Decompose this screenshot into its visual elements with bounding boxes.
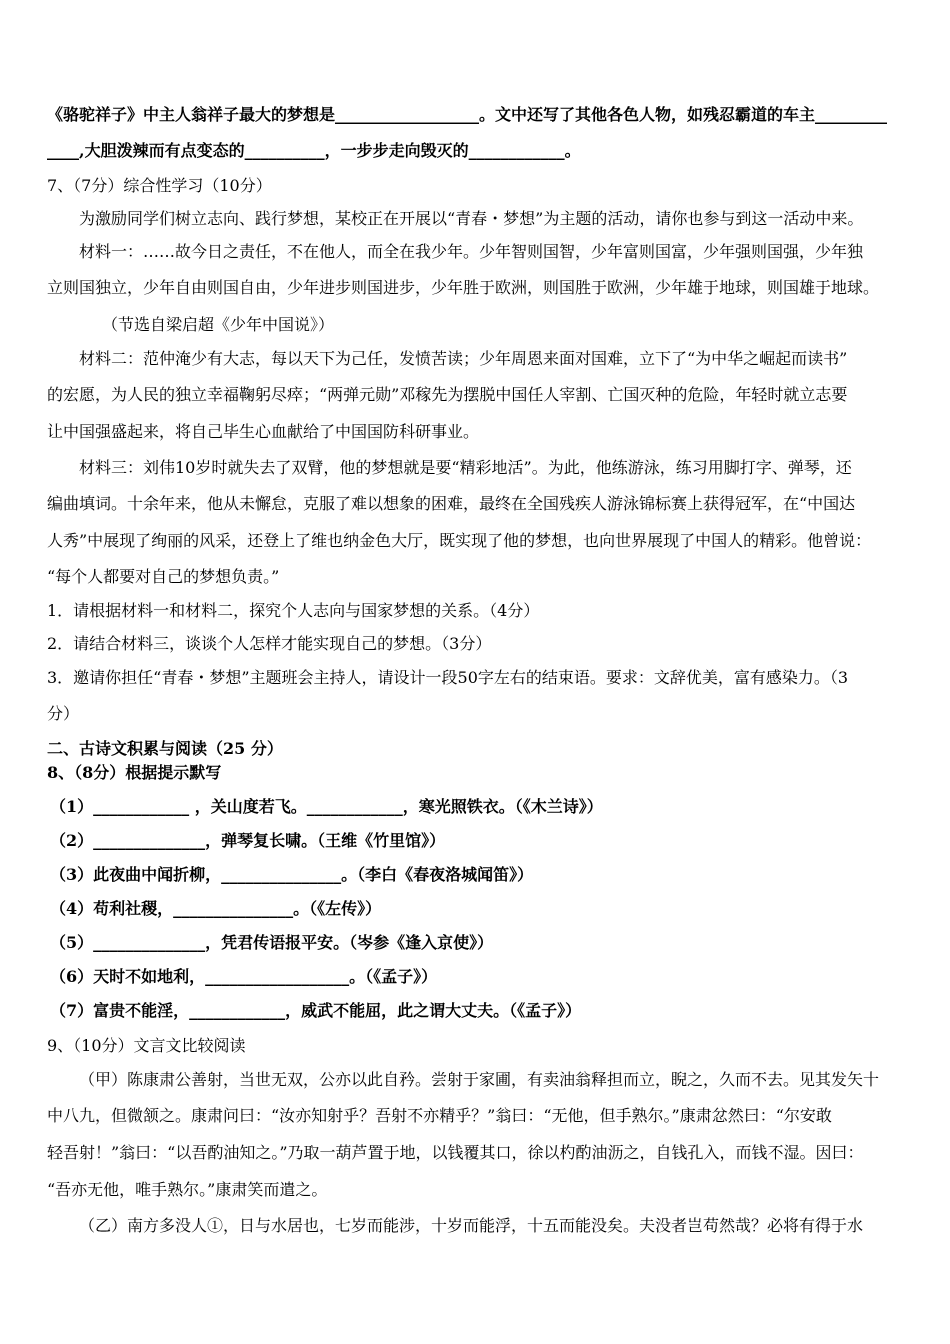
material-3-text: 人秀”中展现了绚丽的风采，还登上了维也纳金色大厅，既实现了他的梦想，也向世界展现了中国人的精彩。他曾说： xyxy=(47,531,872,550)
material-2-text: 材料二：范仲淹少有大志，每以天下为己任，发愤苦读；少年周恩来面对国难，立下了“为中华之崛起而读书” xyxy=(79,349,848,368)
material-1-text: 材料一：……故今日之责任，不在他人，而全在我少年。少年智则国智，少年富则国富，少年强则国强，少年独 xyxy=(79,242,864,261)
passage-yi-text: （乙）南方多没人①，日与水居也，七岁而能涉，十岁而能浮，十五而能没矣。夫没者岂苟然哉？必将有得于水 xyxy=(79,1216,864,1235)
passage-jia-text: 中八九，但微颔之。康肃问曰：“汝亦知射乎？吾射不亦精乎？”翁曰：“无他，但手熟尔。”康肃忿然曰：“尔安敢 xyxy=(47,1106,832,1125)
question-7-intro: 为激励同学们树立志向、践行梦想，某校正在开展以“青春・梦想”为主题的活动，请你也参与到这一活动中来。 xyxy=(79,209,864,228)
material-2-text: 让中国强盛起来，将自己毕生心血献给了中国国防科研事业。 xyxy=(47,422,480,441)
material-3-text: “每个人都要对自己的梦想负责。” xyxy=(47,567,280,586)
fill-question-line: ____,大胆泼辣而有点变态的__________，一步步走向毁灭的____________。 xyxy=(47,141,581,160)
material-1-source: （节选自梁启超《少年中国说》） xyxy=(102,315,335,334)
fill-question-line: 《骆驼祥子》中主人翁祥子最大的梦想是__________________。文中还写了其他各色人物，如残忍霸道的车主_________ xyxy=(47,105,888,124)
question-8-heading: 8、（8分）根据提示默写 xyxy=(47,763,222,782)
passage-jia-text: （甲）陈康肃公善射，当世无双，公亦以此自矜。尝射于家圃，有卖油翁释担而立，睨之，久而不去。见其发矢十 xyxy=(79,1070,880,1089)
question-9-heading: 9、（10分）文言文比较阅读 xyxy=(47,1036,246,1055)
subquestion-1: 1．请根据材料一和材料二，探究个人志向与国家梦想的关系。（4分） xyxy=(47,601,540,620)
subquestion-3: 分） xyxy=(47,704,80,723)
dictation-item: （1）____________ ，关山度若飞。____________，寒光照铁衣。（《木兰诗》） xyxy=(50,797,603,816)
dictation-item: （2）______________，弹琴复长啸。（王维《竹里馆》） xyxy=(50,831,446,850)
passage-jia-text: “吾亦无他，唯手熟尔。”康肃笑而遣之。 xyxy=(47,1180,328,1199)
question-7-heading: 7、（7分）综合性学习（10分） xyxy=(47,176,272,195)
passage-jia-text: 轻吾射！”翁曰：“以吾酌油知之。”乃取一葫芦置于地，以钱覆其口，徐以杓酌油沥之，自钱孔入，而钱不湿。因曰： xyxy=(47,1143,864,1162)
dictation-item: （7）富贵不能淫，____________，威武不能屈，此之谓大丈夫。（《孟子》） xyxy=(50,1001,582,1020)
material-3-text: 编曲填词。十余年来，他从未懈怠，克服了难以想象的困难，最终在全国残疾人游泳锦标赛上获得冠军，在“中国达 xyxy=(47,494,856,513)
subquestion-3: 3．邀请你担任“青春・梦想”主题班会主持人，请设计一段50字左右的结束语。要求：文辞优美，富有感染力。（3 xyxy=(47,668,849,687)
dictation-item: （3）此夜曲中闻折柳，_______________。（李白《春夜洛城闻笛》） xyxy=(50,865,534,884)
material-3-text: 材料三：刘伟10岁时就失去了双臂，他的梦想就是要“精彩地活”。为此，他练游泳，练习用脚打字、弹琴，还 xyxy=(79,458,852,477)
dictation-item: （4）苟利社稷，_______________。（《左传》） xyxy=(50,899,382,918)
subquestion-2: 2．请结合材料三，谈谈个人怎样才能实现自己的梦想。（3分） xyxy=(47,634,492,653)
section-2-heading: 二、古诗文积累与阅读（25 分） xyxy=(47,739,283,758)
dictation-item: （6）天时不如地利，__________________。（《孟子》） xyxy=(50,967,438,986)
dictation-item: （5）______________，凭君传语报平安。（岑参《逢入京使》） xyxy=(50,933,494,952)
material-1-text: 立则国独立，少年自由则国自由，少年进步则国进步，少年胜于欧洲，则国胜于欧洲，少年雄于地球，则国雄于地球。 xyxy=(47,278,880,297)
material-2-text: 的宏愿，为人民的独立幸福鞠躬尽瘁；“两弹元勋”邓稼先为摆脱中国任人宰割、亡国灭种的危险，年轻时就立志要 xyxy=(47,385,848,404)
